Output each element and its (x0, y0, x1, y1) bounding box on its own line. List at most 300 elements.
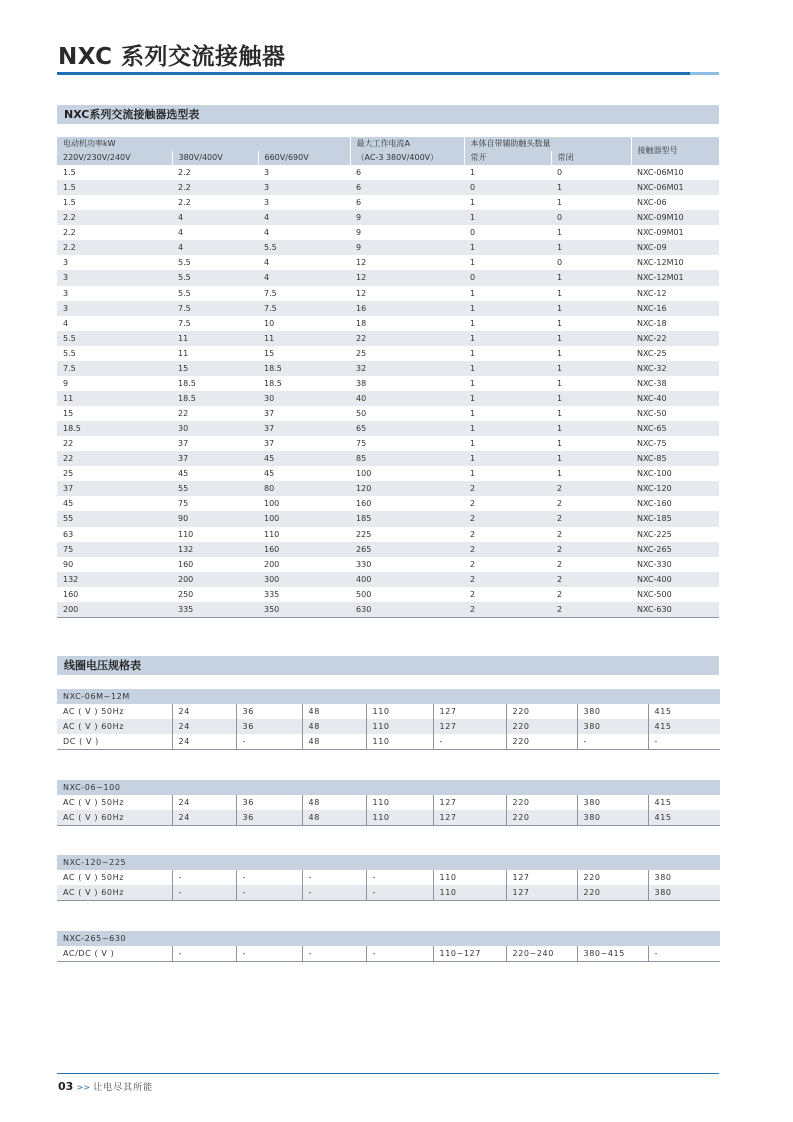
table-cell: 1 (464, 331, 551, 346)
coil-group-caption-row (57, 931, 720, 946)
table-row (57, 255, 719, 270)
coil-group-caption-row (57, 780, 720, 795)
table-cell: NXC-16 (631, 301, 719, 316)
table-cell: 160 (57, 587, 172, 602)
table-cell: 200 (57, 602, 172, 618)
table-cell: 55 (172, 481, 258, 496)
table-row (57, 180, 719, 195)
table-cell: 55 (57, 511, 172, 526)
table-cell: 25 (350, 346, 464, 361)
table-cell: 132 (172, 542, 258, 557)
table-cell: 63 (57, 527, 172, 542)
table-cell: 2.2 (172, 195, 258, 210)
table-cell: 185 (350, 511, 464, 526)
footer-divider (57, 1073, 719, 1074)
table-cell: NXC-32 (631, 361, 719, 376)
table-cell: NXC-265 (631, 542, 719, 557)
coil-row-label: AC ( V ) 60Hz (57, 719, 172, 734)
table-cell: 3 (57, 286, 172, 301)
table-cell: 1 (551, 240, 631, 255)
table-cell: 1 (551, 406, 631, 421)
table-cell: 160 (258, 542, 350, 557)
coil-voltage-cell: 220 (506, 810, 577, 826)
table-cell: 120 (350, 481, 464, 496)
table-cell: 6 (350, 195, 464, 210)
table-cell: 1 (551, 361, 631, 376)
coil-voltage-cell: 110 (433, 870, 506, 885)
coil-row (57, 810, 720, 826)
table-cell: NXC-09M10 (631, 210, 719, 225)
coil-voltage-cell: 415 (648, 704, 720, 719)
table-cell: 11 (57, 391, 172, 406)
coil-row-label: AC/DC ( V ) (57, 946, 172, 962)
table-cell: 630 (350, 602, 464, 618)
table-cell: NXC-18 (631, 316, 719, 331)
table-cell: 4 (172, 225, 258, 240)
coil-table-group (57, 780, 720, 826)
table-cell: 2 (551, 481, 631, 496)
table-cell: 2.2 (172, 180, 258, 195)
coil-voltage-cell: 24 (172, 795, 236, 810)
table-cell: 1 (551, 316, 631, 331)
table-cell: 5.5 (57, 346, 172, 361)
table-row (57, 301, 719, 316)
table-cell: 1 (551, 286, 631, 301)
coil-voltage-cell: 110 (366, 734, 433, 750)
table-cell: 5.5 (172, 255, 258, 270)
table-cell: 2.2 (57, 210, 172, 225)
table-cell: NXC-500 (631, 587, 719, 602)
table-cell: 5.5 (172, 270, 258, 285)
coil-row-label: AC ( V ) 50Hz (57, 704, 172, 719)
table-cell: 37 (57, 481, 172, 496)
table-cell: 7.5 (258, 301, 350, 316)
table-cell: 15 (172, 361, 258, 376)
coil-row-label: AC ( V ) 50Hz (57, 870, 172, 885)
table-cell: NXC-09 (631, 240, 719, 255)
table-cell: 100 (350, 466, 464, 481)
table-cell: 4 (57, 316, 172, 331)
table-cell: 2 (464, 527, 551, 542)
coil-table-group (57, 689, 720, 750)
coil-row-label: DC ( V ) (57, 734, 172, 750)
table-cell: 37 (172, 436, 258, 451)
page-title: NXC 系列交流接触器 (58, 44, 286, 70)
table-cell: 1 (464, 210, 551, 225)
coil-voltage-cell: - (302, 870, 366, 885)
coil-voltage-cell: 127 (433, 810, 506, 826)
table-cell: 4 (258, 270, 350, 285)
table-cell: 3 (258, 180, 350, 195)
table-cell: 250 (172, 587, 258, 602)
table-cell: 2 (551, 557, 631, 572)
coil-voltage-cell: 127 (433, 795, 506, 810)
table-cell: 75 (350, 436, 464, 451)
table-cell: 200 (258, 557, 350, 572)
table-cell: 1 (464, 286, 551, 301)
selection-table (57, 137, 719, 618)
coil-voltage-cell: 220 (506, 795, 577, 810)
table-cell: 2 (464, 572, 551, 587)
table-cell: 350 (258, 602, 350, 618)
table-row (57, 557, 719, 572)
table-cell: 9 (350, 210, 464, 225)
table-cell: 2 (551, 511, 631, 526)
table-cell: 0 (464, 180, 551, 195)
table-cell: NXC-75 (631, 436, 719, 451)
table-cell: 45 (258, 466, 350, 481)
table-cell: 2 (551, 587, 631, 602)
coil-group-caption: NXC-06M~12M (57, 689, 720, 704)
header-380v: 380V/400V (172, 151, 258, 165)
table-cell: NXC-06M10 (631, 165, 719, 180)
header-max-current-sub: （AC-3 380V/400V） (350, 151, 464, 165)
table-row (57, 527, 719, 542)
coil-voltage-cell: - (366, 946, 433, 962)
table-cell: 9 (57, 376, 172, 391)
coil-voltage-cell: - (648, 946, 720, 962)
table-cell: NXC-25 (631, 346, 719, 361)
table-cell: 30 (172, 421, 258, 436)
table-row (57, 466, 719, 481)
coil-voltage-cell: - (172, 870, 236, 885)
table-cell: 6 (350, 165, 464, 180)
table-cell: 65 (350, 421, 464, 436)
table-cell: 2 (551, 527, 631, 542)
table-cell: 2.2 (172, 165, 258, 180)
table-row (57, 165, 719, 180)
coil-group-caption: NXC-265~630 (57, 931, 720, 946)
coil-row (57, 946, 720, 962)
coil-row-label: AC ( V ) 60Hz (57, 885, 172, 901)
table-cell: 330 (350, 557, 464, 572)
table-cell: 3 (258, 195, 350, 210)
table-cell: NXC-120 (631, 481, 719, 496)
table-cell: 1 (464, 240, 551, 255)
table-cell: 2 (551, 572, 631, 587)
table-cell: 1 (551, 180, 631, 195)
table-cell: 2 (551, 602, 631, 618)
table-cell: 22 (57, 436, 172, 451)
table-row (57, 572, 719, 587)
table-cell: 200 (172, 572, 258, 587)
table-cell: 1 (464, 316, 551, 331)
table-cell: 1 (464, 466, 551, 481)
title-divider (57, 72, 719, 75)
header-model: 接触器型号 (631, 137, 719, 165)
coil-voltage-cell: 415 (648, 795, 720, 810)
table-cell: 5.5 (57, 331, 172, 346)
table-cell: NXC-06 (631, 195, 719, 210)
coil-voltage-cell: - (366, 870, 433, 885)
coil-voltage-cell: 48 (302, 719, 366, 734)
table-cell: NXC-185 (631, 511, 719, 526)
coil-voltage-cell: 24 (172, 734, 236, 750)
coil-voltage-cell: 110 (366, 795, 433, 810)
table-cell: 1 (551, 466, 631, 481)
table-row (57, 346, 719, 361)
coil-voltage-cell: 36 (236, 810, 302, 826)
coil-voltage-cell: 48 (302, 810, 366, 826)
table-cell: 4 (172, 210, 258, 225)
table-cell: 90 (57, 557, 172, 572)
header-max-current: 最大工作电流A (350, 137, 464, 151)
table-cell: NXC-12 (631, 286, 719, 301)
table-cell: 1 (464, 406, 551, 421)
table-cell: 16 (350, 301, 464, 316)
table-cell: 1 (464, 391, 551, 406)
table-cell: 37 (258, 436, 350, 451)
coil-voltage-cell: 415 (648, 719, 720, 734)
table-cell: 400 (350, 572, 464, 587)
footer (58, 1080, 153, 1093)
table-cell: 1 (551, 301, 631, 316)
table-cell: 500 (350, 587, 464, 602)
table-cell: 32 (350, 361, 464, 376)
coil-voltage-cell: 36 (236, 795, 302, 810)
table-cell: 11 (258, 331, 350, 346)
table-cell: 80 (258, 481, 350, 496)
table-cell: NXC-40 (631, 391, 719, 406)
table-cell: 100 (258, 511, 350, 526)
table-cell: 1 (464, 376, 551, 391)
coil-voltage-cell: - (236, 870, 302, 885)
table-cell: 2 (464, 481, 551, 496)
table-cell: 9 (350, 225, 464, 240)
coil-voltage-cell: 24 (172, 810, 236, 826)
coil-voltage-cell: 127 (506, 885, 577, 901)
table-cell: 18 (350, 316, 464, 331)
table-cell: 110 (258, 527, 350, 542)
coil-voltage-cell: 127 (433, 719, 506, 734)
coil-voltage-cell: 220 (506, 719, 577, 734)
coil-row (57, 795, 720, 810)
table-cell: 11 (172, 331, 258, 346)
table-cell: 37 (258, 421, 350, 436)
table-row (57, 376, 719, 391)
table-cell: NXC-630 (631, 602, 719, 618)
coil-voltage-cell: 24 (172, 704, 236, 719)
coil-row-label: AC ( V ) 50Hz (57, 795, 172, 810)
table-cell: 0 (551, 255, 631, 270)
header-normally-open: 常开 (464, 151, 551, 165)
table-cell: 3 (57, 255, 172, 270)
table-cell: 9 (350, 240, 464, 255)
table-cell: NXC-330 (631, 557, 719, 572)
table-cell: 335 (172, 602, 258, 618)
coil-voltage-cell: 220 (577, 870, 648, 885)
table-row (57, 496, 719, 511)
table-cell: 1 (464, 436, 551, 451)
table-cell: 300 (258, 572, 350, 587)
table-cell: 1 (551, 346, 631, 361)
table-cell: 1 (551, 451, 631, 466)
coil-voltage-cell: 110~127 (433, 946, 506, 962)
table-cell: 1 (551, 436, 631, 451)
table-row (57, 316, 719, 331)
coil-voltage-cell: 110 (366, 810, 433, 826)
table-row (57, 436, 719, 451)
table-cell: 45 (172, 466, 258, 481)
table-cell: 2 (464, 542, 551, 557)
coil-voltage-cell: - (302, 885, 366, 901)
table-cell: 2 (464, 557, 551, 572)
table-cell: 1 (551, 331, 631, 346)
table-row (57, 391, 719, 406)
table-cell: 7.5 (57, 361, 172, 376)
coil-row (57, 719, 720, 734)
table-cell: 22 (172, 406, 258, 421)
coil-voltage-cell: - (172, 885, 236, 901)
table-cell: NXC-85 (631, 451, 719, 466)
coil-voltage-cell: 48 (302, 795, 366, 810)
footer-arrows: >> (76, 1083, 90, 1092)
table-row (57, 511, 719, 526)
table-cell: 2.2 (57, 225, 172, 240)
table-row (57, 481, 719, 496)
table-cell: 1 (464, 165, 551, 180)
coil-group-caption: NXC-06~100 (57, 780, 720, 795)
table-cell: 4 (258, 225, 350, 240)
table-cell: 37 (258, 406, 350, 421)
table-row (57, 406, 719, 421)
table-cell: 2 (464, 602, 551, 618)
table-cell: 2.2 (57, 240, 172, 255)
table-cell: 2 (464, 511, 551, 526)
table-cell: 1.5 (57, 165, 172, 180)
table-cell: 2 (551, 496, 631, 511)
table-cell: 3 (57, 301, 172, 316)
table-cell: NXC-225 (631, 527, 719, 542)
table-cell: NXC-400 (631, 572, 719, 587)
coil-voltage-cell: - (236, 885, 302, 901)
table-row (57, 451, 719, 466)
table-row (57, 542, 719, 557)
table-cell: 5.5 (172, 286, 258, 301)
table-cell: NXC-12M10 (631, 255, 719, 270)
coil-voltage-cell: 36 (236, 704, 302, 719)
table-cell: 45 (258, 451, 350, 466)
table-cell: 2 (551, 542, 631, 557)
table-row (57, 210, 719, 225)
table-cell: NXC-09M01 (631, 225, 719, 240)
table-row (57, 361, 719, 376)
coil-voltage-cell: - (172, 946, 236, 962)
table-cell: 18.5 (172, 376, 258, 391)
coil-voltage-cell: 48 (302, 704, 366, 719)
coil-row (57, 885, 720, 901)
footer-slogan: 让电尽其所能 (93, 1083, 154, 1093)
table-cell: 12 (350, 270, 464, 285)
coil-voltage-cell: 380 (577, 795, 648, 810)
table-cell: 4 (258, 210, 350, 225)
table-cell: 40 (350, 391, 464, 406)
selection-table-title: NXC系列交流接触器选型表 (57, 105, 719, 124)
table-cell: NXC-38 (631, 376, 719, 391)
table-cell: 45 (57, 496, 172, 511)
coil-table-group (57, 855, 720, 901)
table-cell: 7.5 (172, 316, 258, 331)
coil-voltage-cell: 24 (172, 719, 236, 734)
table-cell: 1 (464, 346, 551, 361)
coil-voltage-cell: - (302, 946, 366, 962)
table-cell: 12 (350, 255, 464, 270)
table-cell: 50 (350, 406, 464, 421)
coil-group-caption-row (57, 855, 720, 870)
table-cell: 11 (172, 346, 258, 361)
table-row (57, 270, 719, 285)
table-cell: 85 (350, 451, 464, 466)
header-220v: 220V/230V/240V (57, 151, 172, 165)
coil-voltage-cell: 415 (648, 810, 720, 826)
table-cell: 132 (57, 572, 172, 587)
table-row (57, 602, 719, 618)
coil-voltage-cell: 110 (433, 885, 506, 901)
table-cell: 30 (258, 391, 350, 406)
table-cell: 1 (464, 255, 551, 270)
table-cell: 335 (258, 587, 350, 602)
table-row (57, 421, 719, 436)
table-cell: 1.5 (57, 195, 172, 210)
coil-table-group (57, 931, 720, 962)
table-cell: 0 (551, 165, 631, 180)
coil-voltage-cell: - (366, 885, 433, 901)
coil-voltage-cell: 127 (433, 704, 506, 719)
table-cell: 1 (464, 195, 551, 210)
table-cell: 1.5 (57, 180, 172, 195)
table-cell: 0 (464, 270, 551, 285)
coil-voltage-cell: 380 (577, 810, 648, 826)
table-cell: 75 (172, 496, 258, 511)
title-divider-accent (690, 72, 719, 75)
coil-voltage-cell: - (648, 734, 720, 750)
table-cell: NXC-160 (631, 496, 719, 511)
coil-voltage-cell: 220 (506, 704, 577, 719)
table-cell: 5.5 (258, 240, 350, 255)
coil-voltage-cell: 110 (366, 719, 433, 734)
table-cell: 265 (350, 542, 464, 557)
table-cell: 22 (57, 451, 172, 466)
header-motor-power: 电动机功率kW (57, 137, 350, 151)
coil-row (57, 734, 720, 750)
table-cell: 1 (551, 376, 631, 391)
coil-voltage-cell: - (577, 734, 648, 750)
table-cell: 0 (551, 210, 631, 225)
coil-voltage-cell: 127 (506, 870, 577, 885)
table-cell: 1 (464, 301, 551, 316)
header-660v: 660V/690V (258, 151, 350, 165)
coil-voltage-cell: - (433, 734, 506, 750)
table-row (57, 240, 719, 255)
table-cell: 12 (350, 286, 464, 301)
table-row (57, 195, 719, 210)
table-cell: 100 (258, 496, 350, 511)
table-cell: 160 (350, 496, 464, 511)
table-cell: 15 (258, 346, 350, 361)
coil-voltage-cell: 220 (577, 885, 648, 901)
coil-group-caption: NXC-120~225 (57, 855, 720, 870)
table-cell: 7.5 (258, 286, 350, 301)
coil-voltage-cell: - (236, 734, 302, 750)
table-cell: 3 (258, 165, 350, 180)
table-cell: NXC-06M01 (631, 180, 719, 195)
table-cell: 18.5 (258, 376, 350, 391)
table-cell: 1 (464, 361, 551, 376)
table-cell: NXC-65 (631, 421, 719, 436)
table-cell: 18.5 (258, 361, 350, 376)
coil-voltage-cell: 380 (577, 719, 648, 734)
coil-voltage-cell: 48 (302, 734, 366, 750)
